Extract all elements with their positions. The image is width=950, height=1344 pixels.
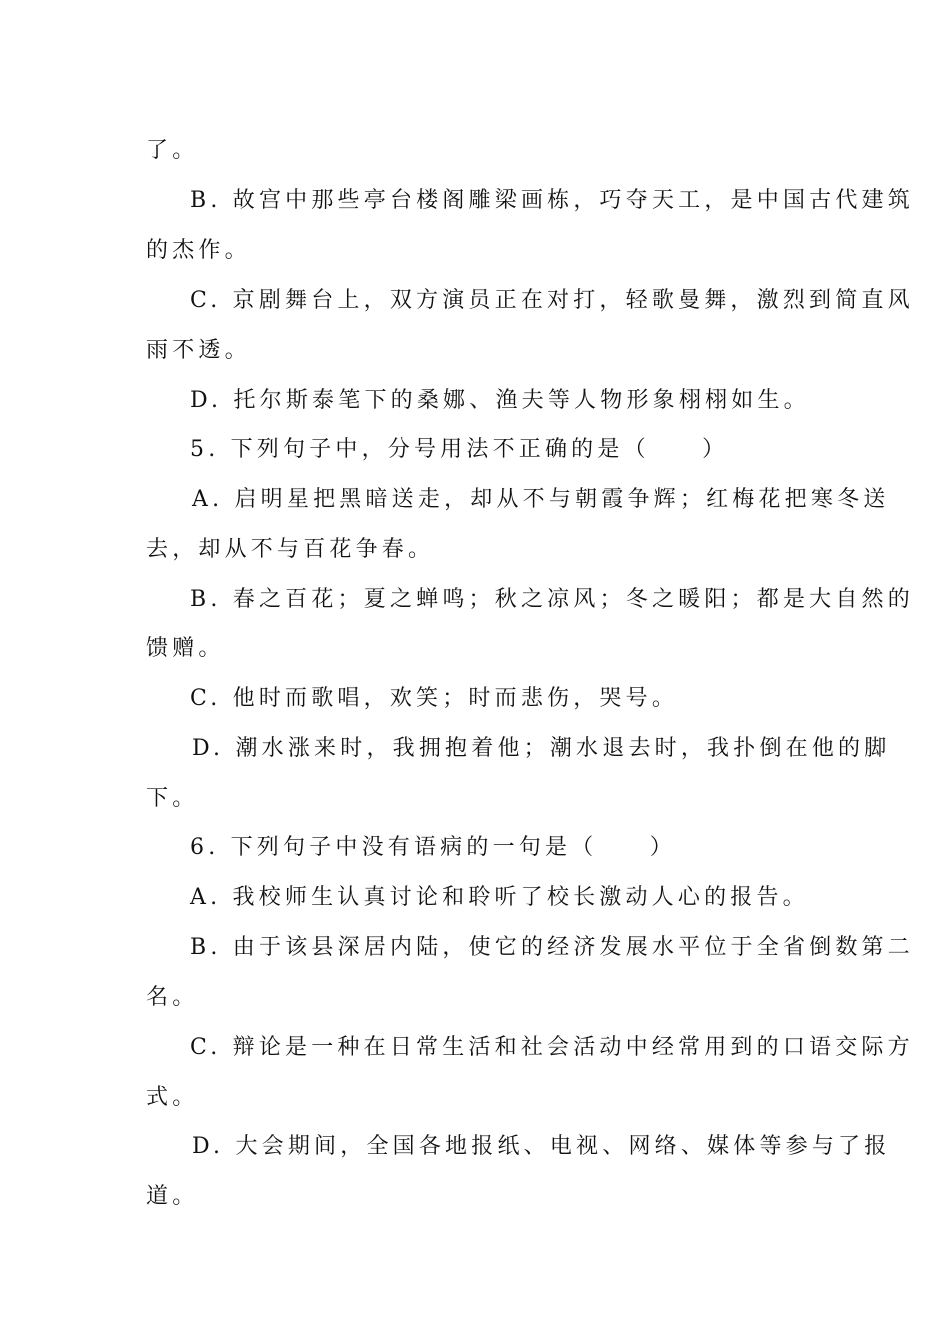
option-6d-line-1: D. 大会期间，全国各地报纸、电视、网络、媒体等参与了报 (192, 1134, 891, 1159)
option-5d-line-2: 下。 (146, 786, 199, 811)
option-4b-line-1: B. 故宫中那些亭台楼阁雕梁画栋，巧夺天工，是中国古代建筑 (190, 188, 914, 213)
option-5d-line-1: D. 潮水涨来时，我拥抱着他；潮水退去时，我扑倒在他的脚 (192, 736, 891, 761)
question-6: 6. 下列句子中没有语病的一句是（ ） (190, 835, 676, 860)
option-6c-line-1: C. 辩论是一种在日常生活和社会活动中经常用到的口语交际方 (190, 1035, 914, 1060)
option-5a-line-2: 去，却从不与百花争春。 (146, 537, 435, 562)
option-6b-line-1: B. 由于该县深居内陆，使它的经济发展水平位于全省倒数第二 (190, 935, 914, 960)
option-4d: D. 托尔斯泰笔下的桑娜、渔夫等人物形象栩栩如生。 (190, 388, 810, 413)
option-6a: A. 我校师生认真讨论和聆听了校长激动人心的报告。 (190, 885, 809, 910)
option-5c: C. 他时而歌唱，欢笑；时而悲伤，哭号。 (190, 686, 679, 711)
question-5: 5. 下列句子中，分号用法不正确的是（ ） (190, 437, 729, 462)
option-6d-line-2: 道。 (146, 1184, 199, 1209)
option-5a-line-1: A. 启明星把黑暗送走，却从不与朝霞争辉；红梅花把寒冬送 (192, 487, 890, 512)
option-5b-line-2: 馈赠。 (146, 636, 225, 661)
text-line-continuation: 了。 (146, 138, 199, 163)
option-6b-line-2: 名。 (146, 985, 199, 1010)
option-5b-line-1: B. 春之百花；夏之蝉鸣；秋之凉风；冬之暖阳；都是大自然的 (190, 587, 914, 612)
option-6c-line-2: 式。 (146, 1085, 199, 1110)
option-4b-line-2: 的杰作。 (146, 238, 251, 263)
option-4c-line-1: C. 京剧舞台上，双方演员正在对打，轻歌曼舞，激烈到简直风 (190, 288, 914, 313)
option-4c-line-2: 雨不透。 (146, 338, 251, 363)
